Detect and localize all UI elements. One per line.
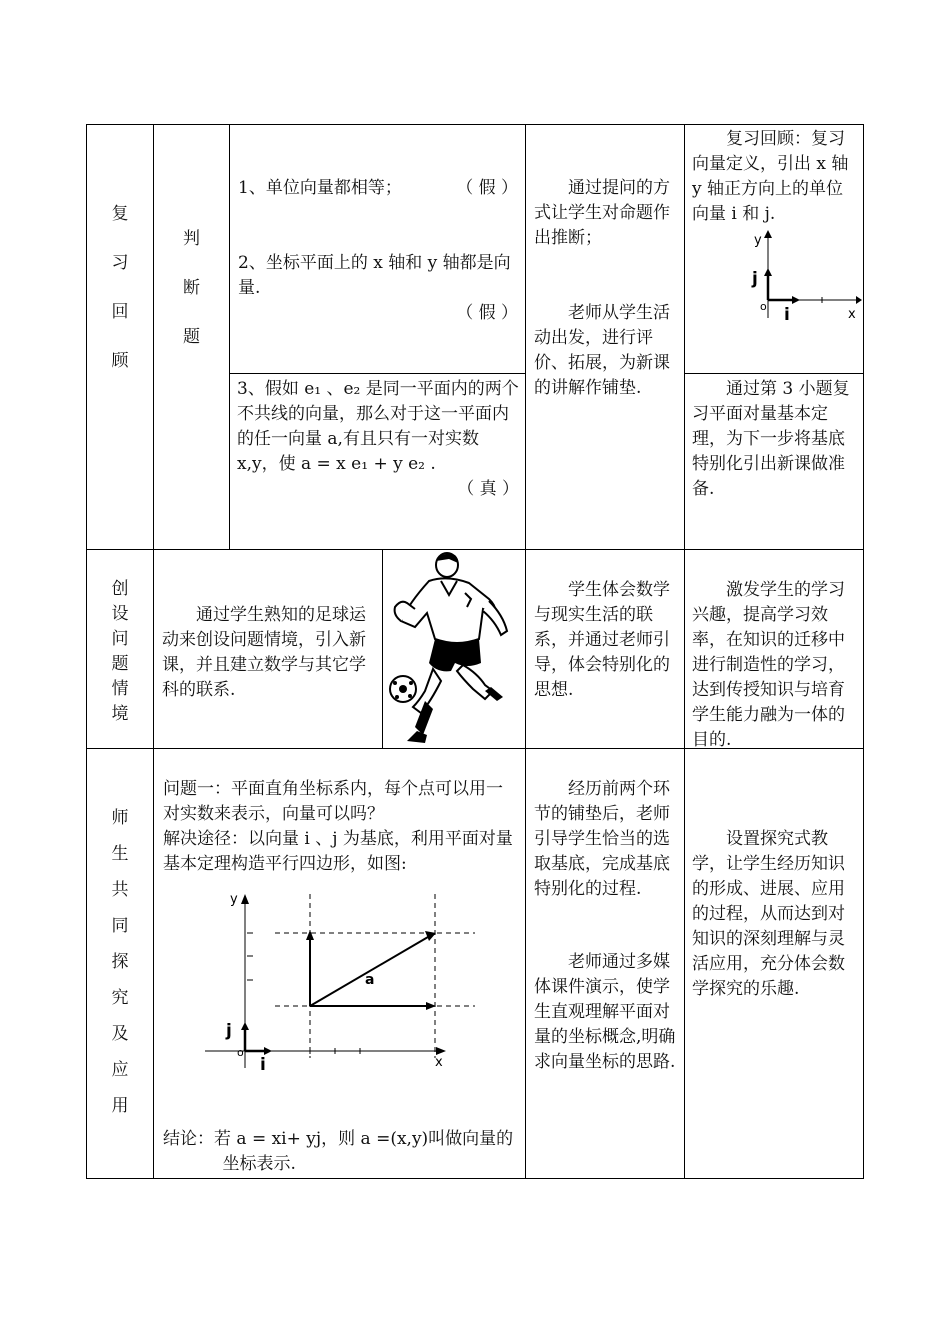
section-label-review <box>87 190 153 386</box>
intent-text: 通过第 3 小题复习平面对量基本定理，为下一步将基底特别化引出新课做准备. <box>692 379 850 499</box>
intent-review-2 <box>692 377 856 502</box>
j-label: j <box>226 1021 232 1041</box>
col-divider-3 <box>525 124 526 1179</box>
soccer-player-illustration <box>385 551 523 747</box>
row-divider-1 <box>86 549 864 550</box>
intent-explore <box>692 827 856 1002</box>
situation-content <box>162 603 376 703</box>
label-char: 题 <box>183 327 200 347</box>
intent-text: 设置探究式教学，让学生经历知识的形成、进展、应用的过程，从而达到对知识的深刻理解与灵活应用，充分体会数学探究的乐趣. <box>692 829 845 999</box>
activity-review <box>534 176 678 401</box>
solution-text: 解决途径：以向量 i 、j 为基底，利用平面对量基本定理构造平行四边形，如图: <box>163 829 513 874</box>
label-char: 复 <box>111 204 129 224</box>
explore-content <box>163 777 519 877</box>
label-char: 回 <box>111 302 129 322</box>
y-axis-label: y <box>230 892 238 907</box>
section-label-situation <box>87 577 153 727</box>
col-divider-4 <box>684 124 685 1179</box>
section-label-explore <box>87 800 153 1124</box>
label-char: 应 <box>111 1060 129 1080</box>
explore-conclusion <box>163 1127 519 1177</box>
question-text: 2、坐标平面上的 x 轴和 y 轴都是向量. <box>238 253 511 298</box>
label-char: 探 <box>111 952 129 972</box>
subrow-divider-q <box>229 373 525 374</box>
x-axis-label: x <box>435 1055 443 1070</box>
col-divider-2 <box>229 124 230 549</box>
question-3 <box>237 377 519 502</box>
col-divider-image <box>382 549 383 749</box>
origin-label: o <box>237 1046 244 1059</box>
intent-text: 激发学生的学习兴趣，提高学习效率，在知识的迁移中进行制造性的学习，达到传授知识与培育学生能力融为一体的目的. <box>692 580 845 750</box>
y-axis-label: y <box>754 233 762 248</box>
table-border-right <box>863 124 864 1179</box>
vector-coordinate-diagram <box>200 888 490 1078</box>
intent-situation <box>692 578 856 753</box>
label-char: 判 <box>183 229 200 249</box>
j-label: j <box>752 269 758 289</box>
subrow-divider-intent <box>684 373 864 374</box>
sublabel-judgment <box>154 215 229 362</box>
label-char: 断 <box>183 278 200 298</box>
intent-text: 复习回顾：复习向量定义，引出 x 轴 y 轴正方向上的单位向量 i 和 j. <box>692 129 849 224</box>
answer-text: （ 真 ） <box>457 479 519 499</box>
label-char: 情 <box>111 679 129 699</box>
answer-text: （ 假 ） <box>456 303 518 323</box>
table-border-top <box>86 124 864 125</box>
answer-text: （ 假 ） <box>456 178 518 198</box>
label-char: 境 <box>111 704 129 724</box>
label-char: 问 <box>111 629 129 649</box>
vector-a-label: a <box>365 972 375 988</box>
label-char: 顾 <box>111 351 129 371</box>
activity-text: 经历前两个环节的铺垫后，老师引导学生恰当的选取基底，完成基底特别化的过程. <box>534 779 670 899</box>
intent-review <box>692 127 856 227</box>
question-text: 3、假如 e₁ 、e₂ 是同一平面内的两个不共线的向量，那么对于这一平面内的任一向量 a,有且只有一对实数 x,y，使 a = x e₁ + y e₂ . <box>237 379 519 474</box>
activity-text: 老师从学生活动出发，进行评价、拓展，为新课的讲解作铺垫. <box>534 303 670 398</box>
label-char: 创 <box>111 579 129 599</box>
i-label: i <box>260 1055 266 1075</box>
content-text: 通过学生熟知的足球运动来创设问题情境，引入新课，并且建立数学与其它学科的联系. <box>162 605 366 700</box>
x-axis-label: x <box>848 307 856 322</box>
label-char: 及 <box>111 1024 129 1044</box>
activity-text: 学生体会数学与现实生活的联系，并通过老师引导，体会特别化的思想. <box>534 580 670 700</box>
activity-text: 老师通过多媒体课件演示，使学生直观理解平面对量的坐标概念,明确求向量坐标的思路. <box>534 952 676 1072</box>
origin-label: o <box>760 300 767 313</box>
activity-text: 通过提问的方式让学生对命题作出推断； <box>534 178 670 248</box>
label-char: 习 <box>111 253 129 273</box>
question-text: 1、单位向量都相等； <box>238 178 402 198</box>
label-char: 设 <box>111 604 129 624</box>
label-char: 师 <box>111 808 129 828</box>
question-1 <box>238 176 518 201</box>
question-2 <box>238 251 518 326</box>
unit-vector-axes <box>740 228 862 324</box>
label-char: 究 <box>111 988 129 1008</box>
activity-explore <box>534 777 678 1075</box>
activity-situation <box>534 578 678 703</box>
label-char: 共 <box>111 880 129 900</box>
table-border-bottom <box>86 1178 864 1179</box>
label-char: 生 <box>111 844 129 864</box>
label-char: 用 <box>111 1096 129 1116</box>
label-char: 同 <box>111 916 129 936</box>
conclusion-text: 结论：若 a = xi+ yj，则 a =(x,y)叫做向量的坐标表示. <box>163 1129 514 1174</box>
problem-text: 问题一：平面直角坐标系内，每个点可以用一对实数来表示，向量可以吗？ <box>163 779 503 824</box>
label-char: 题 <box>111 654 129 674</box>
i-label: i <box>784 305 790 324</box>
